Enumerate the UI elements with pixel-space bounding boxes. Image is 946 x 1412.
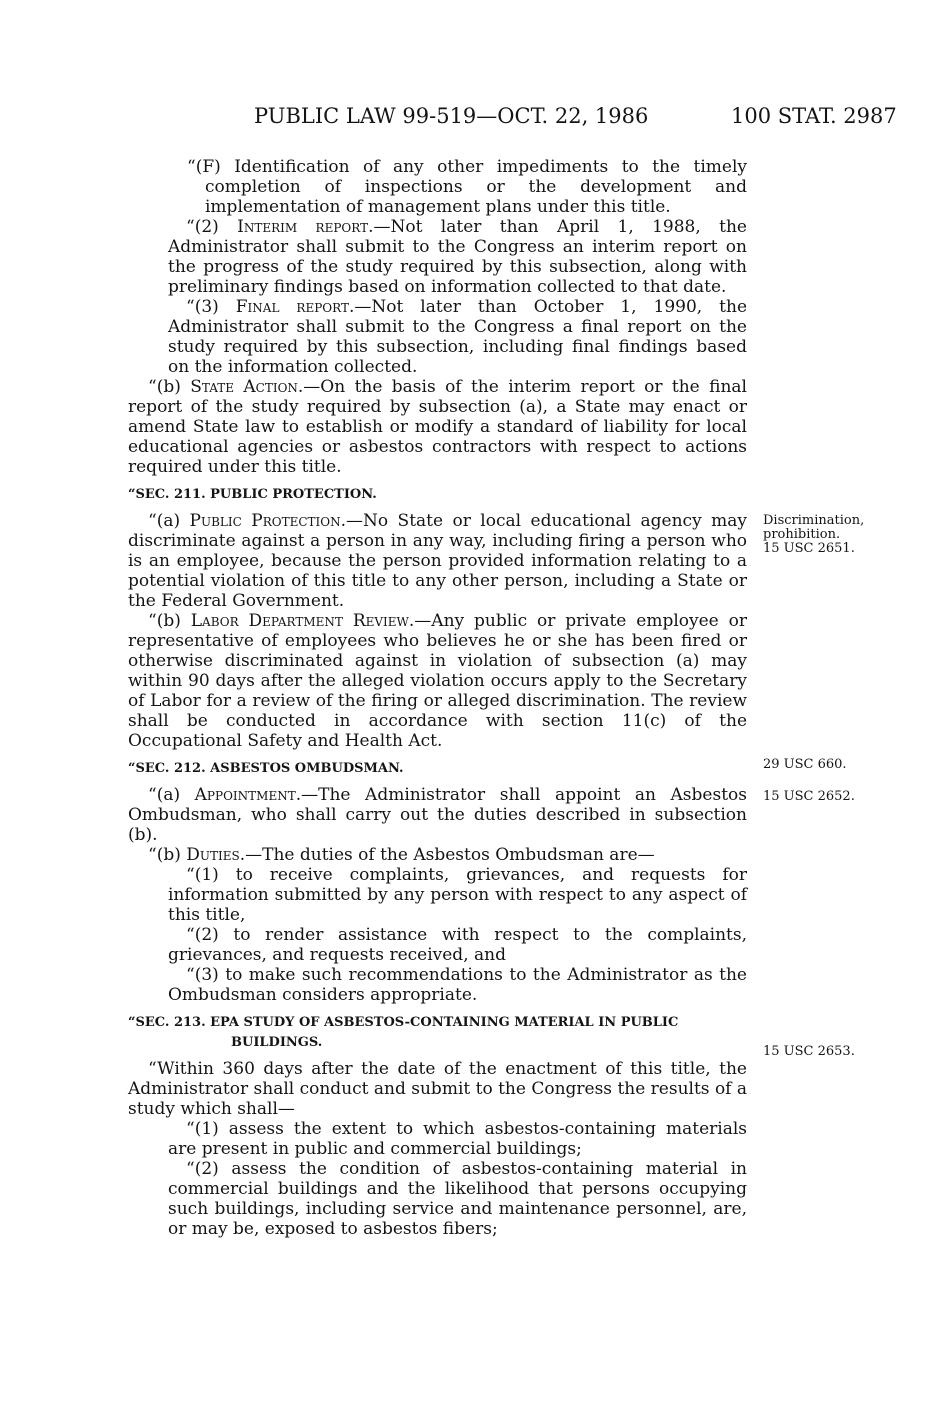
section-212-heading: “SEC. 212. ASBESTOS OMBUDSMAN.: [128, 761, 404, 776]
margin-note-29-usc-660: 29 USC 660.: [763, 757, 847, 772]
paragraph-labor-department-review: “(b) Labor Department Review.—Any public or private employee or representative of employees who believes he or she has been fired or otherwise discriminated against in violation of subsection (a) may within 90 days after the alleged violation occurs apply to the Secretary of Labor for a review of the firing or alleged discrimination. The review shall be conducted in accordance with section 11(c) of the Occupational Safety and Health Act.: [128, 611, 747, 751]
paragraph-assess-condition: “(2) assess the condition of asbestos-containing material in commercial buildings and the likelihood that persons occupying such buildings, including service and maintenance personnel, are, or may be, exposed to asbestos fibers;: [168, 1159, 747, 1239]
heading-appointment: Appointment: [194, 785, 296, 805]
paragraph-duty-3: “(3) to make such recommendations to the Administrator as the Ombudsman considers appropriate.: [168, 965, 747, 1005]
paragraph-duty-2: “(2) to render assistance with respect to the complaints, grievances, and requests received, and: [168, 925, 747, 965]
paragraph-interim-report: “(2) Interim report.—Not later than April 1, 1988, the Administrator shall submit to the Congress an interim report on the progress of the study required by this subsection, along with preliminary findings based on information collected to that date.: [168, 217, 747, 297]
heading-interim-report: Interim report: [237, 217, 369, 237]
section-211-heading: “SEC. 211. PUBLIC PROTECTION.: [128, 487, 377, 502]
heading-state-action: State Action: [190, 377, 298, 397]
margin-note-15-usc-2652: 15 USC 2652.: [763, 789, 855, 804]
paragraph-f: “(F) Identification of any other impediments to the timely completion of inspections or the development and implementation of management plans under this title.: [187, 157, 747, 217]
margin-note-15-usc-2653: 15 USC 2653.: [763, 1044, 855, 1059]
section-213-heading: “SEC. 213. EPA STUDY OF ASBESTOS-CONTAINING MATERIAL IN PUBLIC BUILDINGS.: [128, 1015, 679, 1050]
running-header-title: PUBLIC LAW 99-519—OCT. 22, 1986: [254, 104, 649, 128]
paragraph-final-report: “(3) Final report.—Not later than October 1, 1990, the Administrator shall submit to the Congress a final report on the study required by this subsection, including final findings based on the information collected.: [168, 297, 748, 377]
margin-note-discrimination: Discrimination, prohibition. 15 USC 2651.: [763, 513, 865, 556]
paragraph-duty-1: “(1) to receive complaints, grievances, and requests for information submitted by any person with respect to any aspect of this title,: [168, 865, 747, 925]
paragraph-state-action: “(b) State Action.—On the basis of the interim report or the final report of the study required by subsection (a), a State may enact or amend State law to establish or modify a standard of liability for local educational agencies or asbestos contractors with respect to actions required under this title.: [128, 377, 747, 477]
paragraph-section-213-intro: “Within 360 days after the date of the enactment of this title, the Administrator shall conduct and submit to the Congress the results of a study which shall—: [128, 1059, 748, 1119]
heading-duties: Duties: [186, 845, 240, 865]
heading-final-report: Final report: [235, 297, 349, 317]
paragraph-public-protection: “(a) Public Protection.—No State or local educational agency may discriminate against a person in any way, including firing a person who is an employee, because the person provided information relating to a potential violation of this title to any other person, including a State or the Federal Government.: [128, 511, 747, 611]
heading-labor-department-review: Labor Department Review: [190, 611, 409, 631]
page-stat-citation: 100 STAT. 2987: [731, 104, 897, 128]
paragraph-assess-extent: “(1) assess the extent to which asbestos-containing materials are present in public and commercial buildings;: [168, 1119, 747, 1159]
heading-public-protection: Public Protection: [189, 511, 341, 531]
statute-text: [128, 157, 747, 1239]
paragraph-duties: “(b) Duties.—The duties of the Asbestos Ombudsman are—: [148, 845, 655, 865]
paragraph-appointment: “(a) Appointment.—The Administrator shall appoint an Asbestos Ombudsman, who shall carry out the duties described in subsection (b).: [128, 785, 747, 845]
